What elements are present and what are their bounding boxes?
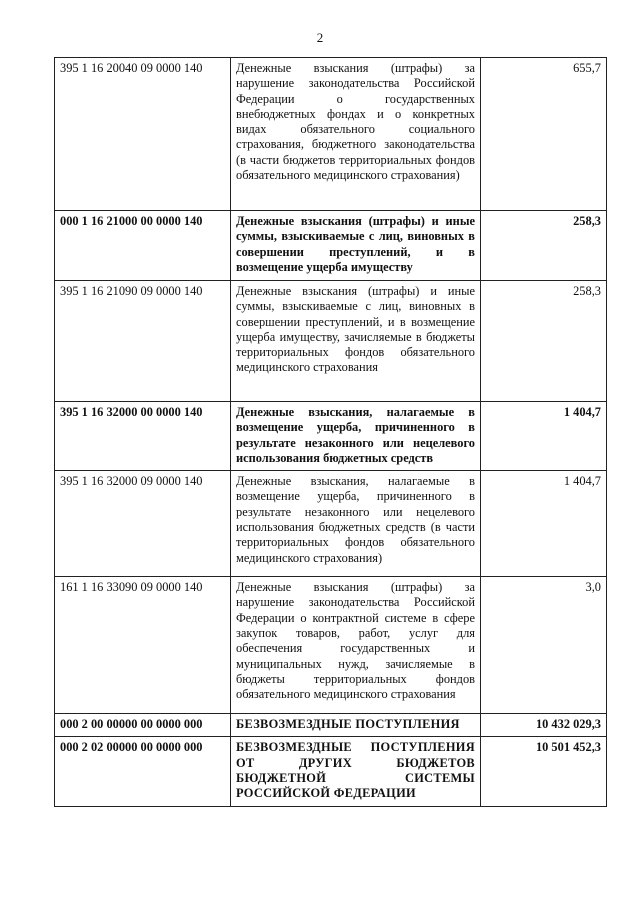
revenue-name-cell: Денежные взыскания, налагаемые в возмещение ущерба, причиненного в результате незаконного или нецелевого использования бюджетных средств (в части территориальных фондов обязательного медицинского страхования) <box>231 471 481 577</box>
revenue-name-cell: БЕЗВОЗМЕЗДНЫЕ ПОСТУПЛЕНИЯ ОТ ДРУГИХ БЮДЖЕТОВ БЮДЖЕТНОЙ СИСТЕМЫ РОССИЙСКОЙ ФЕДЕРАЦИИ <box>231 737 481 806</box>
amount-cell: 258,3 <box>481 281 607 402</box>
revenue-name-cell: Денежные взыскания (штрафы) и иные суммы, взыскиваемые с лиц, виновных в совершении преступлений, и в возмещение ущерба имуществу, зачисляемые в бюджеты территориальных фондов обязательного медицинского страхования <box>231 281 481 402</box>
table-row <box>55 737 607 806</box>
budget-code-cell: 395 1 16 32000 00 0000 140 <box>55 402 231 471</box>
budget-code-cell: 395 1 16 32000 09 0000 140 <box>55 471 231 577</box>
amount-cell: 655,7 <box>481 58 607 211</box>
budget-code-cell: 161 1 16 33090 09 0000 140 <box>55 577 231 714</box>
amount-cell: 10 501 452,3 <box>481 737 607 806</box>
revenue-name-cell: Денежные взыскания (штрафы) и иные суммы, взыскиваемые с лиц, виновных в совершении преступлений, и в возмещение ущерба имуществу <box>231 211 481 281</box>
budget-code-cell: 000 2 02 00000 00 0000 000 <box>55 737 231 806</box>
budget-code-cell: 395 1 16 21090 09 0000 140 <box>55 281 231 402</box>
revenue-name-cell: БЕЗВОЗМЕЗДНЫЕ ПОСТУПЛЕНИЯ <box>231 714 481 737</box>
table-row <box>55 281 607 402</box>
revenue-name-cell: Денежные взыскания (штрафы) за нарушение законодательства Российской Федерации о государственных внебюджетных фондах и о конкретных видах обязательного социального страхования, бюджетного законодательства (в части бюджетов территориальных фондов обязательного медицинского страхования) <box>231 58 481 211</box>
budget-code-cell: 395 1 16 20040 09 0000 140 <box>55 58 231 211</box>
budget-code-cell: 000 2 00 00000 00 0000 000 <box>55 714 231 737</box>
amount-cell: 3,0 <box>481 577 607 714</box>
amount-cell: 258,3 <box>481 211 607 281</box>
revenue-name-cell: Денежные взыскания, налагаемые в возмещение ущерба, причиненного в результате незаконного или нецелевого использования бюджетных средств <box>231 402 481 471</box>
table-row <box>55 577 607 714</box>
table-row <box>55 402 607 471</box>
page-number: 2 <box>316 30 324 45</box>
budget-code-cell: 000 1 16 21000 00 0000 140 <box>55 211 231 281</box>
table-row <box>55 58 607 211</box>
table-row <box>55 211 607 281</box>
table-row <box>55 471 607 577</box>
amount-cell: 1 404,7 <box>481 471 607 577</box>
amount-cell: 1 404,7 <box>481 402 607 471</box>
revenue-name-cell: Денежные взыскания (штрафы) за нарушение законодательства Российской Федерации о контрактной системе в сфере закупок товаров, работ, услуг для обеспечения государственных и муниципальных нужд, зачисляемые в бюджеты территориальных фондов обязательного медицинского страхования <box>231 577 481 714</box>
table-row <box>55 714 607 737</box>
revenue-table <box>54 57 607 807</box>
amount-cell: 10 432 029,3 <box>481 714 607 737</box>
